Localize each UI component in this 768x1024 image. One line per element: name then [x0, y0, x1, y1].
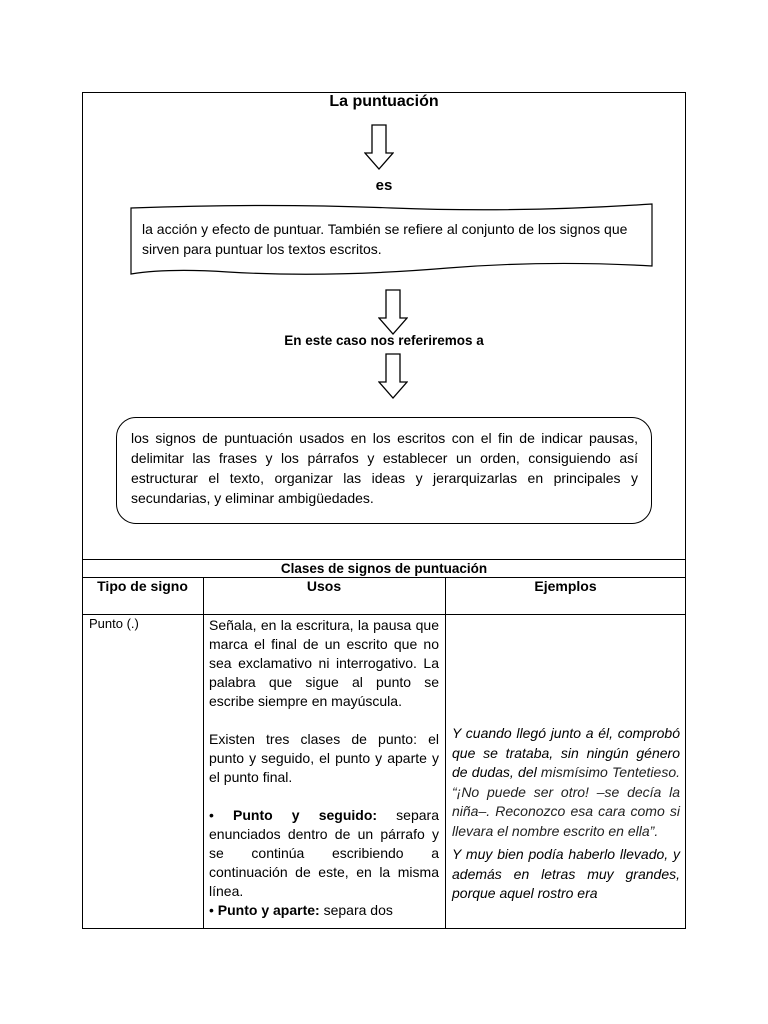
ejemplo-paragraph — [452, 724, 680, 841]
usos-paragraph: Existen tres clases de punto: el punto y seguido, el punto y aparte y el punto final. — [209, 731, 439, 785]
table-title: Clases de signos de puntuación — [280, 561, 488, 576]
table-top-border — [82, 559, 686, 560]
ejemplo-paragraph: Y muy bien podía haberlo llevado, y además en letras muy grandes, porque aquel rostro era — [452, 846, 680, 901]
definition-text: la acción y efecto de puntuar. También se refiere al conjunto de los signos que sirven para puntuar los textos escritos. — [142, 221, 628, 257]
cell-usos — [209, 616, 439, 920]
header-ejemplos: Ejemplos — [534, 578, 597, 594]
cell-ejemplos — [452, 724, 680, 904]
connector-en-este-caso: En este caso nos referiremos a — [284, 333, 484, 348]
usos-bullet-item — [209, 806, 439, 901]
table-header-border — [82, 614, 686, 615]
ejemplo-text: mismísimo Tentetieso. “¡No puede ser otro! –se decía la niña–. Reconozco esa cara como si llevara el nombre escrito en — [452, 764, 680, 839]
usos-bullet-item — [209, 901, 439, 920]
ejemplo-text: Y cuando llegó junto a él, comprobó que se trataba, sin ningún género de dudas, del — [452, 725, 680, 780]
ejemplo-text: ella”. — [627, 822, 659, 839]
bullet-icon: • — [209, 902, 214, 918]
diagram-title: La puntuación — [329, 93, 439, 110]
bullet-text: separa dos — [319, 902, 393, 918]
header-tipo-de-signo: Tipo de signo — [97, 578, 188, 594]
table-col-divider — [445, 577, 446, 929]
cell-tipo-signo: Punto (.) — [89, 616, 139, 631]
down-arrow-icon — [378, 353, 408, 399]
down-arrow-icon — [378, 289, 408, 335]
bullet-icon: • — [209, 807, 214, 823]
bullet-label: Punto y seguido: — [233, 807, 378, 823]
table-col-divider — [203, 577, 204, 929]
bullet-text: separa enunciados dentro de un párrafo y se continúa escribiendo a continuación de este, en la misma línea. — [209, 807, 439, 899]
header-usos: Usos — [306, 578, 342, 594]
description-text: los signos de puntuación usados en los escritos con el fin de indicar pausas, delimitar las frases y los párrafos y establecer un orden, consiguiendo así estructurar el texto, organizar las ideas y jerarquizarlas en principales y secundarias, y eliminar ambigüedades. — [131, 430, 638, 506]
connector-es: es — [375, 177, 393, 194]
down-arrow-icon — [364, 124, 394, 170]
bullet-label: Punto y aparte: — [217, 902, 320, 918]
usos-paragraph: Señala, en la escritura, la pausa que marca el final de un escrito que no sea exclamativo ni interrogativo. La palabra que sigue al punto se escribe siempre en mayúscula. — [209, 617, 439, 709]
